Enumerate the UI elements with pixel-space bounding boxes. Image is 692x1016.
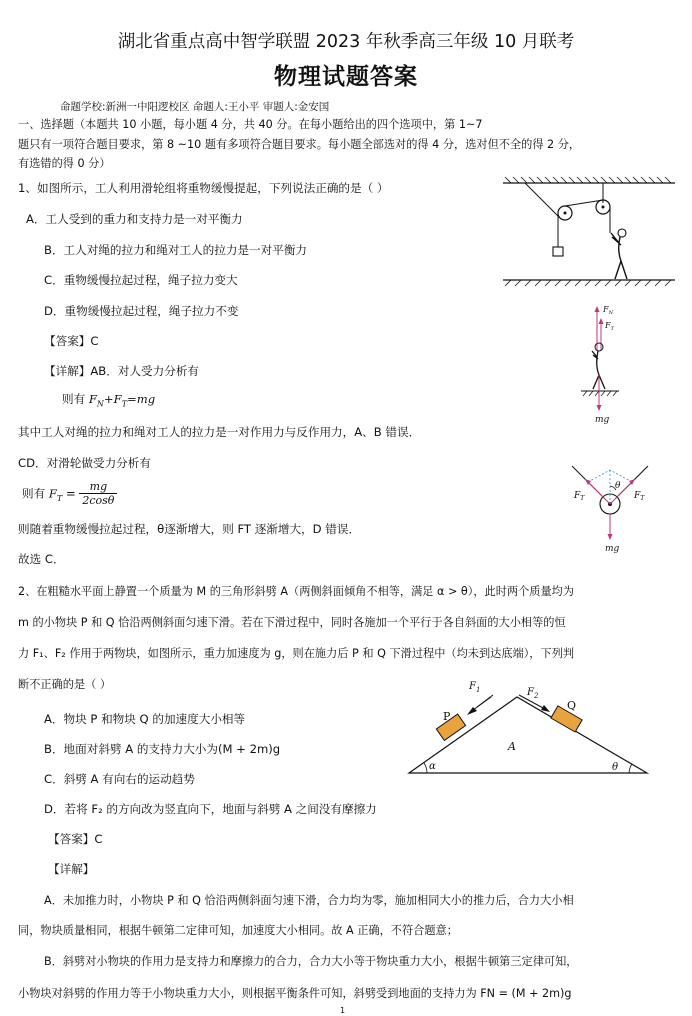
q2-stem-line3: 力 F₁、F₂ 作用于两物块，如图所示，重力加速度为 g，则在施力后 P 和 Q 下滑过程中（均未到达底端），下列判 [18,647,575,660]
svg-text:FT: $F_T$ [634,491,645,502]
q1-option-d: D．重物缓慢拉起过程，绳子拉力不变 [44,304,239,318]
q2-detail-b-line1: B．斜劈对小物块的作用力是支持力和摩擦力的合力，合力大小等于物块重力大小，根据牛顿第三定律可知， [44,955,578,968]
q1-option-b: B．工人对绳的拉力和绳对工人的拉力是一对平衡力 [44,243,308,257]
q2-detail-a-line2: 同，物块质量相同，根据牛顿第二定律可知，加速度大小相同。故 A 正确，不符合题意； [18,924,458,937]
q2-detail-a-line1: A．未加推力时，小物块 P 和 Q 恰沿两侧斜面匀速下滑，合力均为零，施加相同大小的推力后，合力大小相 [44,894,574,907]
q1-detail-head: 【详解】AB．对人受力分析有 [44,364,200,378]
svg-text:mg: mg [595,415,610,425]
svg-text:θ: θ [615,481,621,491]
pulley-force-diagram [560,462,660,554]
worker-force-diagram [575,303,635,425]
q1-explanation: 其中工人对绳的拉力和绳对工人的拉力是一对作用力与反作用力，A、B 错误． [18,425,421,439]
q2-stem-line4: 断不正确的是（ ） [18,678,112,691]
q1-stem: 1、如图所示，工人利用滑轮组将重物缓慢提起，下列说法正确的是（ ） [18,181,389,195]
q1-conclusion: 则随着重物缓慢拉起过程，θ逐渐增大，则 FT 逐渐增大，D 错误． [18,522,361,536]
svg-text:F2: $F_2$ [527,687,539,700]
svg-text:A: A [508,740,516,753]
q2-stem-line1: 2、在粗糙水平面上静置一个质量为 M 的三角形斜劈 A（两侧斜面倾角不相等，满足 α > θ），此时两个质量均为 [18,585,575,598]
q2-answer: 【答案】C [48,832,103,846]
q1-answer: 【答案】C [44,334,99,348]
q1-equation-1: 则有 $F_N+F_T=mg$ [62,392,156,409]
pulley-system-figure [495,175,685,290]
q2-option-b: B．地面对斜劈 A 的支持力大小为(M + 2m)g [44,742,281,756]
exam-title: 湖北省重点高中智学联盟 2023 年秋季高三年级 10 月联考 [117,32,575,52]
svg-text:FT: $F_T$ [574,491,585,502]
section-heading-line3: 有选错的得 0 分） [18,157,111,170]
q1-option-a: A．工人受到的重力和支持力是一对平衡力 [26,212,243,226]
svg-text:θ: θ [612,762,619,773]
svg-text:α: α [429,761,436,772]
svg-text:mg: mg [605,544,620,554]
q2-detail-head: 【详解】 [48,862,95,876]
q2-option-a: A．物块 P 和物块 Q 的加速度大小相等 [44,712,246,726]
authors-line: 命题学校:新洲一中阳逻校区 命题人:王小平 审题人:金安国 [60,101,330,113]
q1-choice: 故选 C． [18,552,65,566]
wedge-figure [405,675,655,780]
document-subtitle: 物理试题答案 [274,64,418,90]
section-heading-line1: 一、选择题（本题共 10 小题，每小题 4 分，共 40 分。在每小题给出的四个选项中，第 1~7 [18,118,483,131]
q2-stem-line2: m 的小物块 P 和 Q 恰沿两侧斜面匀速下滑。若在下滑过程中，同时各施加一个平行于各自斜面的大小相等的恒 [18,616,566,629]
svg-text:FT: $F_T$ [605,321,614,332]
svg-text:P: P [443,710,451,723]
q1-equation-2: 则有 $F_T$ = $\frac{mg}{2\cos\theta}$ [22,480,117,507]
svg-text:FN: $F_N$ [603,305,613,316]
svg-text:F1: $F_1$ [469,681,481,694]
section-heading-line2: 题只有一项符合题目要求，第 8 ~10 题有多项符合题目要求。每小题全部选对的得 4 分，选对但不全的得 2 分， [18,138,581,151]
q1-option-c: C．重物缓慢拉起过程，绳子拉力变大 [44,273,238,287]
svg-text:Q: Q [567,699,577,712]
q2-option-c: C．斜劈 A 有向右的运动趋势 [44,772,195,786]
q2-detail-b-line2: 小物块对斜劈的作用力等于小物块重力大小，则根据平衡条件可知，斜劈受到地面的支持力为 FN = (M + 2m)g [18,987,572,1000]
q2-option-d: D．若将 F₂ 的方向改为竖直向下，地面与斜劈 A 之间没有摩擦力 [44,802,377,816]
q1-cd-line: CD．对滑轮做受力分析有 [18,456,151,470]
page-number: 1 [340,1006,346,1015]
